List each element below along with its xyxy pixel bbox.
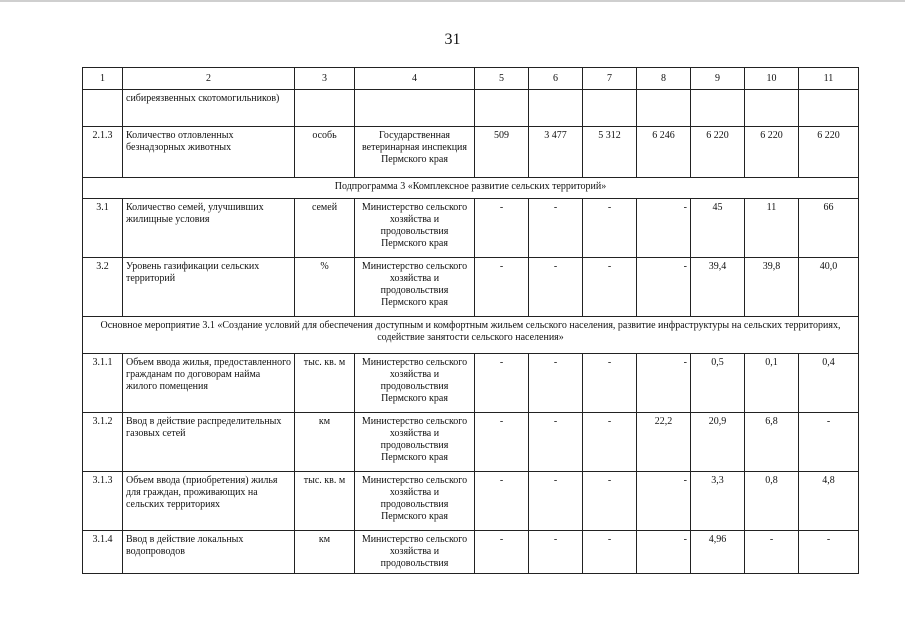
- row-number: 3.1: [83, 199, 123, 258]
- value-cell: -: [637, 354, 691, 413]
- value-cell: 4,96: [691, 531, 745, 574]
- indicator-name: Количество отловленных безнадзорных животных: [123, 127, 295, 178]
- value-cell: 3 477: [529, 127, 583, 178]
- unit: км: [295, 413, 355, 472]
- table-row: [83, 354, 859, 413]
- value-cell: 66: [799, 199, 859, 258]
- indicator-name: Ввод в действие локальных водопроводов: [123, 531, 295, 574]
- section-title: Основное мероприятие 3.1 «Создание условий для обеспечения доступным и комфортным жильем сельского населения, развитие инфраструктуры на сельских территориях, содействие занятости сельского населения»: [83, 317, 859, 354]
- indicator-name: Количество семей, улучшивших жилищные условия: [123, 199, 295, 258]
- value-cell: -: [799, 413, 859, 472]
- value-cell: 11: [745, 199, 799, 258]
- unit: %: [295, 258, 355, 317]
- unit: особь: [295, 127, 355, 178]
- responsible-body: Министерство сельского хозяйства и продовольствия Пермского края: [355, 472, 475, 531]
- value-cell: -: [529, 258, 583, 317]
- value-cell: 6 246: [637, 127, 691, 178]
- unit: [295, 90, 355, 127]
- value-cell: [691, 90, 745, 127]
- value-cell: 0,4: [799, 354, 859, 413]
- value-cell: 6 220: [691, 127, 745, 178]
- table-row: [83, 199, 859, 258]
- column-header: 6: [529, 68, 583, 90]
- value-cell: -: [529, 531, 583, 574]
- value-cell: 0,1: [745, 354, 799, 413]
- column-header: 3: [295, 68, 355, 90]
- row-number: 3.2: [83, 258, 123, 317]
- indicator-name: Уровень газификации сельских территорий: [123, 258, 295, 317]
- responsible-body: Министерство сельского хозяйства и продовольствия Пермского края: [355, 413, 475, 472]
- unit: семей: [295, 199, 355, 258]
- column-header: 9: [691, 68, 745, 90]
- indicator-name: Объем ввода (приобретения) жилья для граждан, проживающих на сельских территориях: [123, 472, 295, 531]
- value-cell: 6,8: [745, 413, 799, 472]
- value-cell: -: [637, 531, 691, 574]
- indicator-name: сибиреязвенных скотомогильников): [123, 90, 295, 127]
- indicators-table: [82, 67, 859, 574]
- value-cell: -: [475, 531, 529, 574]
- unit: тыс. кв. м: [295, 472, 355, 531]
- value-cell: 45: [691, 199, 745, 258]
- value-cell: -: [583, 354, 637, 413]
- value-cell: 20,9: [691, 413, 745, 472]
- value-cell: 6 220: [799, 127, 859, 178]
- row-number: 3.1.1: [83, 354, 123, 413]
- row-number: 3.1.4: [83, 531, 123, 574]
- value-cell: -: [637, 258, 691, 317]
- value-cell: 40,0: [799, 258, 859, 317]
- value-cell: 509: [475, 127, 529, 178]
- value-cell: 22,2: [637, 413, 691, 472]
- value-cell: -: [583, 531, 637, 574]
- value-cell: 0,5: [691, 354, 745, 413]
- value-cell: 3,3: [691, 472, 745, 531]
- value-cell: -: [475, 258, 529, 317]
- value-cell: -: [529, 199, 583, 258]
- column-header: 7: [583, 68, 637, 90]
- value-cell: [799, 90, 859, 127]
- column-header: 2: [123, 68, 295, 90]
- responsible-body: Министерство сельского хозяйства и продовольствия Пермского края: [355, 199, 475, 258]
- value-cell: 5 312: [583, 127, 637, 178]
- responsible-body: Министерство сельского хозяйства и продовольствия Пермского края: [355, 258, 475, 317]
- page-number: 31: [444, 31, 461, 48]
- column-header: 8: [637, 68, 691, 90]
- header-row: [83, 68, 859, 90]
- value-cell: -: [529, 413, 583, 472]
- section-title: Подпрограмма 3 «Комплексное развитие сельских территорий»: [83, 178, 859, 199]
- value-cell: [637, 90, 691, 127]
- value-cell: -: [529, 472, 583, 531]
- table-row: [83, 472, 859, 531]
- value-cell: [475, 90, 529, 127]
- table-row: [83, 413, 859, 472]
- value-cell: -: [637, 472, 691, 531]
- table-row: [83, 127, 859, 178]
- column-header: 4: [355, 68, 475, 90]
- row-number: 3.1.2: [83, 413, 123, 472]
- column-header: 11: [799, 68, 859, 90]
- responsible-body: Министерство сельского хозяйства и продовольствия: [355, 531, 475, 574]
- scan-edge: [0, 0, 905, 2]
- value-cell: -: [583, 258, 637, 317]
- value-cell: [529, 90, 583, 127]
- value-cell: -: [583, 199, 637, 258]
- section-row: [83, 317, 859, 354]
- value-cell: -: [799, 531, 859, 574]
- value-cell: 39,4: [691, 258, 745, 317]
- table-row: [83, 90, 859, 127]
- row-number: 3.1.3: [83, 472, 123, 531]
- value-cell: -: [583, 472, 637, 531]
- table-row: [83, 531, 859, 574]
- value-cell: -: [583, 413, 637, 472]
- value-cell: [745, 90, 799, 127]
- value-cell: [583, 90, 637, 127]
- value-cell: -: [475, 354, 529, 413]
- responsible-body: Государственная ветеринарная инспекция Пермского края: [355, 127, 475, 178]
- indicator-name: Ввод в действие распределительных газовых сетей: [123, 413, 295, 472]
- row-number: 2.1.3: [83, 127, 123, 178]
- unit: км: [295, 531, 355, 574]
- column-header: 10: [745, 68, 799, 90]
- section-row: [83, 178, 859, 199]
- responsible-body: [355, 90, 475, 127]
- value-cell: 4,8: [799, 472, 859, 531]
- value-cell: 6 220: [745, 127, 799, 178]
- value-cell: -: [745, 531, 799, 574]
- value-cell: -: [529, 354, 583, 413]
- value-cell: -: [637, 199, 691, 258]
- row-number: [83, 90, 123, 127]
- value-cell: -: [475, 199, 529, 258]
- value-cell: -: [475, 472, 529, 531]
- value-cell: 0,8: [745, 472, 799, 531]
- unit: тыс. кв. м: [295, 354, 355, 413]
- column-header: 1: [83, 68, 123, 90]
- value-cell: -: [475, 413, 529, 472]
- indicator-name: Объем ввода жилья, предоставленного гражданам по договорам найма жилого помещения: [123, 354, 295, 413]
- table-row: [83, 258, 859, 317]
- value-cell: 39,8: [745, 258, 799, 317]
- responsible-body: Министерство сельского хозяйства и продовольствия Пермского края: [355, 354, 475, 413]
- column-header: 5: [475, 68, 529, 90]
